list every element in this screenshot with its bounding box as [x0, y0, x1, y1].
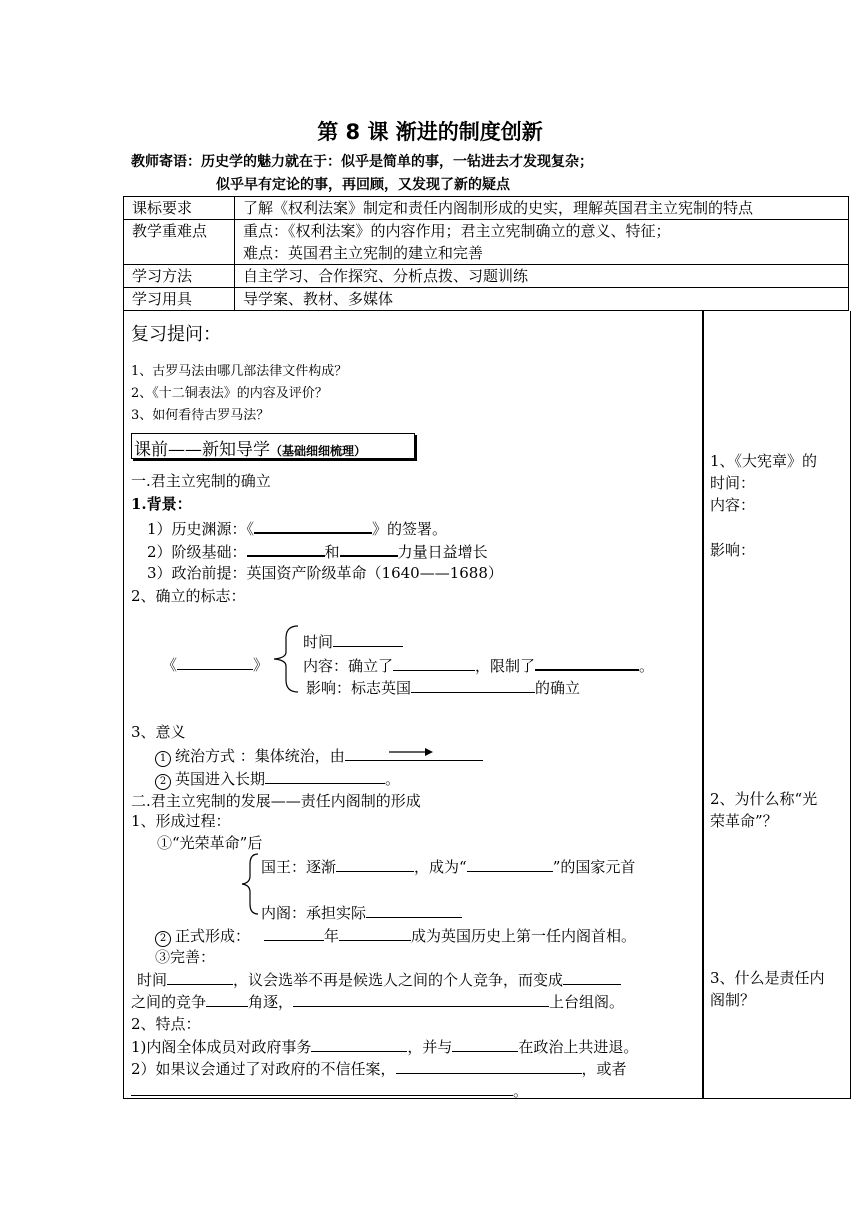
sidebar-q1-time: 时间： [710, 474, 756, 492]
feature-2-end: 。 [513, 1082, 529, 1100]
blank-input[interactable] [345, 744, 483, 761]
section-heading-sub: （基础细细梳理） [270, 444, 367, 458]
sidebar-q1-title: 1、《大宪章》的 [710, 452, 818, 470]
blank-input[interactable] [247, 539, 325, 557]
arrow-right-icon [389, 746, 433, 758]
background-item-3: 3）政治前提：英国资产阶级革命（1640——1688） [147, 564, 503, 582]
king-text-a: 国王：逐渐 [261, 858, 337, 876]
sidebar-q2-line2: 荣革命”？ [710, 812, 778, 830]
circled-number: 2 [155, 774, 171, 790]
motto-line-1: 教师寄语：历史学的魅力就在于：似乎是简单的事，一钻进去才发现复杂； [131, 154, 593, 170]
formation-process-heading: 1、形成过程： [131, 812, 231, 830]
mark-impact-b: 的确立 [535, 679, 581, 697]
meaning-2-end: 。 [385, 770, 401, 788]
king-text-c: ”的国家元首 [552, 858, 636, 876]
review-question-2: 2、《十二铜表法》的内容及评价？ [131, 386, 328, 401]
improvement-line-2 [131, 990, 624, 1012]
background-item-1 [147, 516, 447, 539]
bg1-text-a: 1）历史渊源：《 [147, 520, 255, 538]
sidebar-q3-line2: 阁制？ [710, 991, 756, 1009]
lesson-info-table [123, 196, 849, 311]
blank-input[interactable] [339, 924, 411, 941]
circled-number: 1 [155, 751, 171, 767]
king-role [261, 855, 635, 877]
value-tools: 导学案、教材、多媒体 [235, 288, 849, 311]
bg2-text-b: 和 [324, 543, 340, 561]
blank-input[interactable] [563, 968, 621, 985]
mark-impact-a: 影响：标志英国 [306, 679, 412, 697]
sidebar-q1-content: 内容： [710, 496, 756, 514]
blank-input[interactable] [340, 539, 398, 557]
mark-content [303, 653, 654, 676]
background-item-2 [147, 539, 488, 562]
sidebar-q1-impact: 影响： [710, 541, 756, 559]
section-heading-main: 课前——新知导学 [134, 440, 270, 460]
review-question-1: 1、古罗马法由哪几部法律文件构成？ [131, 364, 348, 379]
value-method: 自主学习、合作探究、分析点拨、习题训练 [235, 265, 849, 288]
part2-heading: 二.君主立宪制的发展——责任内阁制的形成 [131, 792, 421, 810]
meaning-item-1 [155, 744, 483, 767]
mark-content-a: 内容：确立了 [303, 657, 394, 675]
blank-input[interactable] [366, 901, 462, 918]
bill-bracket-close: 》 [253, 656, 269, 674]
page-title: 第 8 课 渐进的制度创新 [317, 120, 543, 144]
features-heading: 2、特点： [131, 1015, 201, 1033]
mark-content-b: ，限制了 [475, 657, 536, 675]
part1-heading: 一.君主立宪制的确立 [131, 472, 271, 490]
key-point-text: 重点：《权利法案》的内容作用；君主立宪制确立的意义、特征； [243, 222, 671, 240]
mark-time-label: 时间 [303, 633, 334, 651]
blank-input[interactable] [264, 924, 324, 941]
formal-formation-c: 成为英国历史上第一任内阁首相。 [411, 927, 637, 945]
label-method: 学习方法 [124, 265, 235, 288]
blank-input[interactable] [265, 767, 385, 784]
blank-input[interactable] [131, 1079, 513, 1096]
improvement-heading: ③完善： [155, 948, 216, 966]
bg2-text-c: 力量日益增长 [397, 543, 488, 561]
sidebar-q3-line1: 3、什么是责任内 [710, 969, 825, 987]
blank-input[interactable] [411, 676, 535, 693]
blank-input[interactable] [311, 1035, 407, 1052]
meaning-item-2 [155, 767, 400, 790]
formal-formation-b: 年 [324, 927, 340, 945]
meaning-2-text: 英国进入长期 [175, 770, 266, 788]
improvement-2-a: 之间的竞争 [131, 993, 207, 1011]
blank-input[interactable] [177, 653, 253, 670]
value-key-points [235, 220, 849, 265]
feature-2 [131, 1057, 627, 1079]
review-question-3: 3、如何看待古罗马法？ [131, 408, 270, 423]
blank-input[interactable] [206, 990, 248, 1007]
feature-2-a: 2）如果议会通过了对政府的不信任案， [131, 1060, 396, 1078]
brace-icon [238, 852, 260, 916]
circled-number: 2 [155, 931, 171, 947]
feature-1-a: 1)内阁全体成员对政府事务 [131, 1038, 312, 1056]
motto-line-2: 似乎早有定论的事，再回顾，又发现了新的疑点 [216, 177, 510, 193]
table-row [124, 197, 849, 220]
mark-time [303, 630, 403, 652]
feature-2-b: ，或者 [581, 1060, 627, 1078]
king-text-b: ，成为“ [414, 858, 467, 876]
label-key-points: 教学重难点 [124, 220, 235, 265]
blank-input[interactable] [336, 855, 414, 872]
review-heading: 复习提问： [131, 324, 221, 345]
meaning-1-text: 统治方式 ：集体统治，由 [175, 747, 345, 765]
formal-formation-a: 正式形成： [175, 927, 251, 945]
brace-icon [266, 624, 302, 694]
blank-input[interactable] [535, 653, 639, 671]
improvement-line-1 [137, 968, 621, 990]
improvement-2-b: 角逐， [248, 993, 294, 1011]
improvement-2-c: 上台组阁。 [549, 993, 625, 1011]
feature-2-continued [131, 1079, 528, 1101]
cabinet-role [261, 901, 462, 923]
bill-bracket-open: 《 [162, 656, 178, 674]
background-heading: 1.背景： [131, 495, 192, 513]
after-glorious-revolution: ①“光荣革命”后 [157, 834, 263, 852]
mark-content-c: 。 [639, 657, 655, 675]
table-row [124, 288, 849, 311]
improvement-1-a: 时间 [137, 971, 168, 989]
improvement-1-b: ，议会选举不再是候选人之间的个人竞争，而变成 [233, 971, 564, 989]
mark-impact [306, 676, 580, 698]
sidebar-q2-line1: 2、为什么称“光 [710, 790, 818, 808]
blank-input[interactable] [452, 1035, 518, 1052]
establishment-mark-heading: 2、确立的标志： [131, 587, 246, 605]
bg1-text-b: 》的签署。 [372, 520, 448, 538]
feature-1 [131, 1035, 638, 1057]
blank-input[interactable] [333, 630, 403, 647]
table-row [124, 265, 849, 288]
meaning-heading: 3、意义 [131, 723, 186, 741]
section-heading [134, 435, 366, 460]
value-curriculum: 了解《权利法案》制定和责任内阁制形成的史实，理解英国君主立宪制的特点 [235, 197, 849, 220]
feature-1-b: ，并与 [407, 1038, 453, 1056]
label-tools: 学习用具 [124, 288, 235, 311]
table-row [124, 220, 849, 265]
bg2-text-a: 2）阶级基础： [147, 543, 247, 561]
blank-input[interactable] [254, 516, 372, 534]
blank-input[interactable] [467, 855, 553, 872]
feature-1-c: 在政治上共进退。 [518, 1038, 639, 1056]
label-curriculum: 课标要求 [124, 197, 235, 220]
formal-formation [155, 924, 636, 947]
blank-input[interactable] [293, 990, 549, 1007]
blank-input[interactable] [167, 968, 233, 985]
blank-input[interactable] [396, 1057, 582, 1074]
cabinet-text: 内阁：承担实际 [261, 904, 367, 922]
difficult-point-text: 难点：英国君主立宪制的建立和完善 [243, 244, 484, 262]
blank-input[interactable] [393, 654, 475, 671]
bill-name-blank [162, 653, 268, 675]
